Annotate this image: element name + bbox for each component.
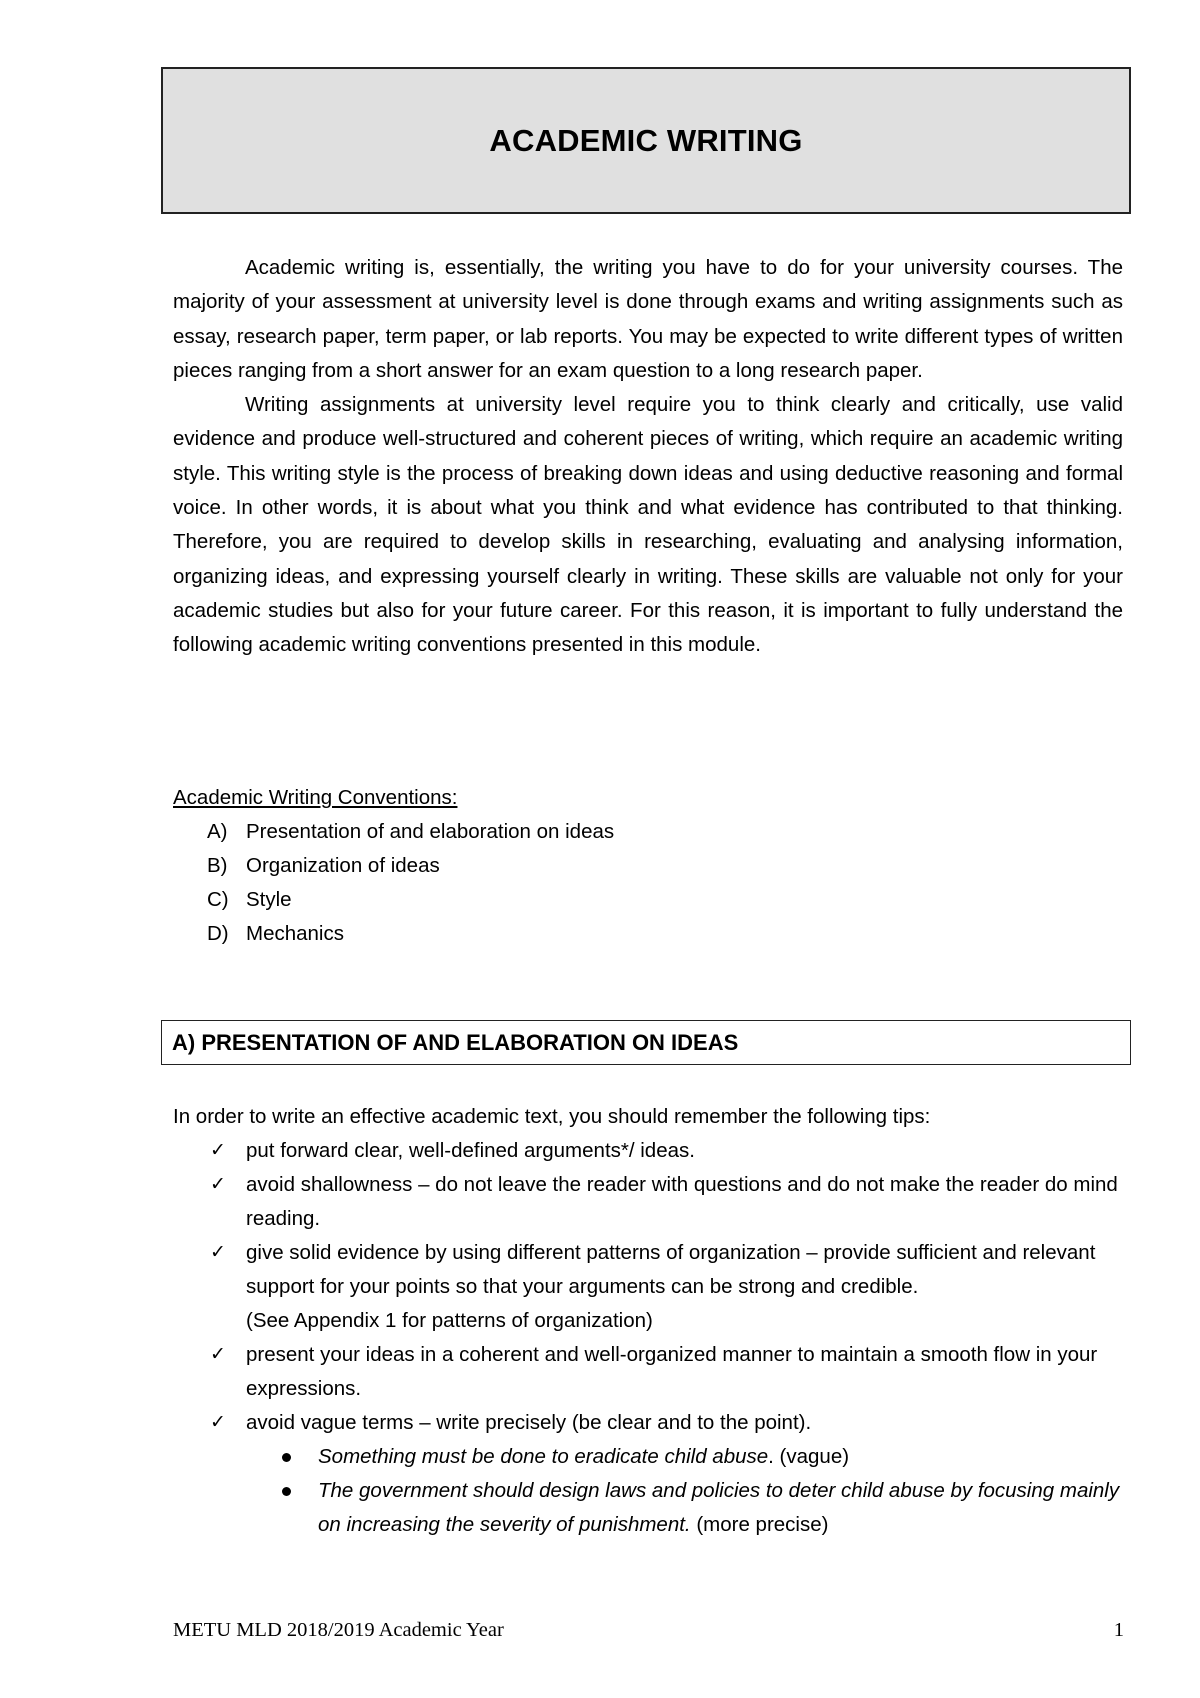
list-item [173, 1338, 1123, 1406]
checkmark-icon: ✓ [210, 1344, 226, 1365]
list-item [173, 849, 614, 883]
list-item-letter: B) [207, 854, 228, 877]
page-title: ACADEMIC WRITING [489, 122, 803, 158]
example-sentence: Something must be done to eradicate child abuse [318, 1445, 769, 1468]
bullet-icon [282, 1487, 291, 1496]
section-a-title: A) PRESENTATION OF AND ELABORATION ON IDEAS [172, 1029, 739, 1055]
example-label: (more precise) [690, 1513, 829, 1536]
conventions-heading: Academic Writing Conventions: [173, 786, 458, 809]
list-item-letter: A) [207, 820, 228, 843]
tip-text: give solid evidence by using different patterns of organization – provide sufficient and relevant support for your points so that your arguments can be strong and credible. [246, 1241, 1096, 1298]
page-number: 1 [1113, 1619, 1124, 1641]
list-item [246, 1440, 1123, 1474]
tip-text: avoid shallowness – do not leave the reader with questions and do not make the reader do mind reading. [246, 1173, 1118, 1230]
tips-list [173, 1134, 1123, 1542]
tip-text: put forward clear, well-defined arguments*/ ideas. [246, 1139, 695, 1162]
examples-list [246, 1440, 1123, 1542]
example-label: . (vague) [768, 1445, 850, 1468]
appendix-note: (See Appendix 1 for patterns of organization) [246, 1309, 653, 1332]
intro-paragraph-2: Writing assignments at university level require you to think clearly and critically, use valid evidence and produce well-structured and coherent pieces of writing, which require an academic writing style. This writing style is the process of breaking down ideas and using deductive reasoning and formal voice. In other words, it is about what you think and what evidence has contributed to that thinking. Therefore, you are required to develop skills in researching, evaluating and analysing information, organizing ideas, and expressing yourself clearly in writing. These skills are valuable not only for your academic studies but also for your future career. For this reason, it is important to fully understand the following academic writing conventions presented in this module. [173, 393, 1123, 657]
checkmark-icon: ✓ [210, 1412, 226, 1433]
list-item-text: Style [246, 888, 292, 911]
list-item [173, 1134, 1123, 1168]
list-item [173, 883, 614, 917]
bullet-icon [282, 1453, 291, 1462]
footer-text: METU MLD 2018/2019 Academic Year [173, 1619, 504, 1641]
list-item [173, 917, 614, 951]
tip-text: present your ideas in a coherent and well-organized manner to maintain a smooth flow in your expressions. [246, 1343, 1098, 1400]
intro-paragraph-1: Academic writing is, essentially, the writing you have to do for your university courses. The majority of your assessment at university level is done through exams and writing assignments such as essay, research paper, term paper, or lab reports. You may be expected to write different types of written pieces ranging from a short answer for an exam question to a long research paper. [173, 256, 1123, 382]
list-item-text: Presentation of and elaboration on ideas [246, 820, 615, 843]
list-item [246, 1474, 1123, 1542]
list-item [173, 1406, 1123, 1542]
list-item [173, 1168, 1123, 1236]
list-item [173, 1236, 1123, 1338]
title-box [161, 67, 1131, 214]
example-sentence: The government should design laws and policies to deter child abuse by focusing mainly on increasing the severity of punishment. [318, 1479, 1120, 1536]
checkmark-icon: ✓ [210, 1174, 226, 1195]
tips-intro: In order to write an effective academic text, you should remember the following tips: [173, 1105, 931, 1128]
section-a-box [161, 1020, 1131, 1065]
list-item-letter: D) [207, 922, 229, 945]
list-item-letter: C) [207, 888, 229, 911]
list-item [173, 815, 614, 849]
checkmark-icon: ✓ [210, 1242, 226, 1263]
tip-text: avoid vague terms – write precisely (be clear and to the point). [246, 1411, 812, 1434]
checkmark-icon: ✓ [210, 1140, 226, 1161]
list-item-text: Organization of ideas [246, 854, 440, 877]
list-item-text: Mechanics [246, 922, 344, 945]
conventions-list [173, 815, 614, 951]
intro-section [173, 251, 1123, 663]
